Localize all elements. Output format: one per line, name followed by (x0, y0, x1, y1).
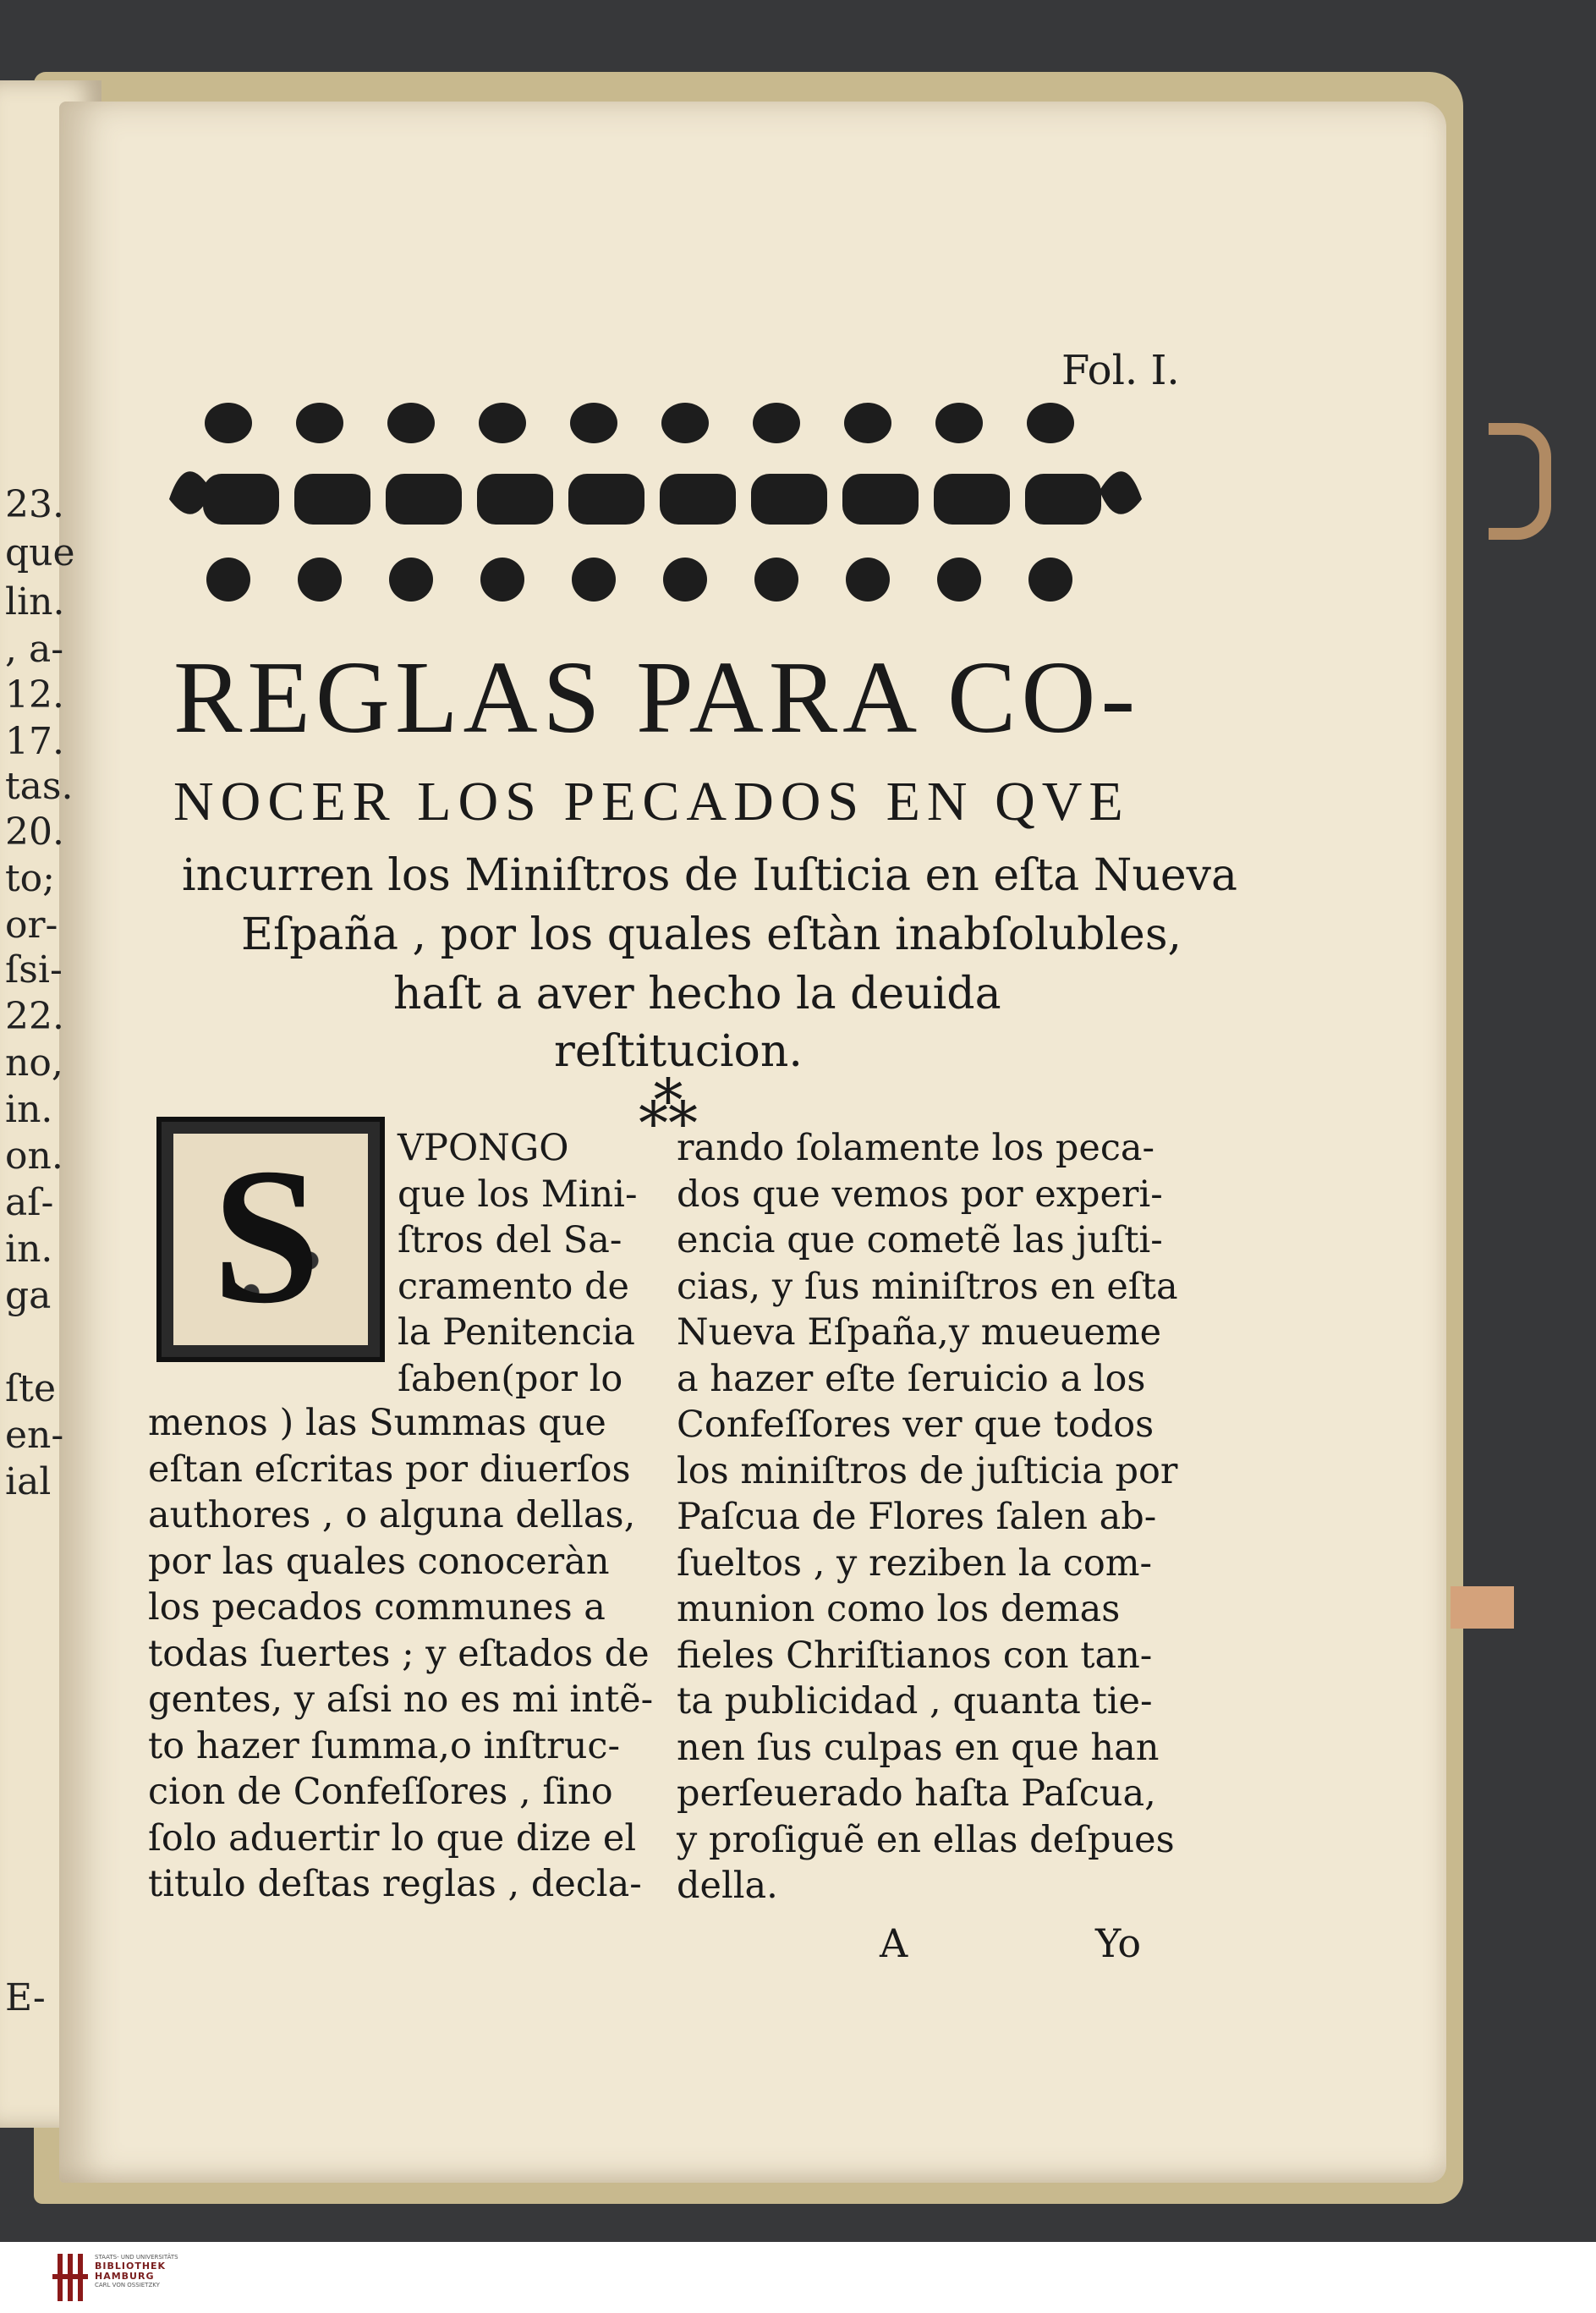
title-line-2: NOCER LOS PECADOS EN QVE (173, 771, 1130, 832)
column-a-bottom (148, 1400, 653, 1908)
text-line: eſtan eſcritas por diuerſos (148, 1448, 631, 1491)
catchword: Yo (1095, 1920, 1142, 1966)
text-line: ſueltos , y reziben la com- (677, 1541, 1153, 1585)
logo-line-1: BIBLIOTHEK (95, 2261, 167, 2272)
ornament-palmette (479, 403, 526, 443)
margin-fragment: 17. (5, 720, 64, 763)
text-line: menos ) las Summas que (148, 1402, 606, 1444)
column-b (677, 1125, 1178, 1909)
text-line: Paſcua de Flores ſalen ab- (677, 1496, 1157, 1538)
ornament-palmette (1028, 558, 1072, 602)
text-line: fieles Chriſtianos con tan- (677, 1634, 1153, 1677)
text-line: VPONGO (398, 1127, 569, 1169)
text-line: ſaben(por lo (398, 1357, 623, 1400)
signature-mark: A (880, 1920, 908, 1966)
ornament-scroll (203, 474, 279, 525)
text-line: que los Mini- (398, 1173, 638, 1216)
ornament-scroll (294, 474, 370, 525)
text-line: to hazer ſumma,o inſtruc- (148, 1724, 621, 1767)
margin-fragment: no, (5, 1041, 63, 1085)
ornament-scroll (842, 474, 919, 525)
text-line: los pecados communes a (148, 1586, 606, 1629)
decorated-initial (156, 1117, 385, 1362)
asterism-ornament: ⁂ (639, 1070, 698, 1140)
initial-letter: S (212, 1128, 321, 1343)
ornament-palmette (753, 403, 800, 443)
logo-small-text-2: CARL VON OSSIETZKY (95, 2282, 160, 2288)
margin-fragment: lin. (5, 580, 65, 624)
text-line: dos que vemos por experi- (677, 1173, 1163, 1216)
ornament-scroll (477, 474, 553, 525)
title-line-5: haſt a aver hecho la deuida (393, 969, 1001, 1019)
text-line: titulo deſtas reglas , decla- (148, 1863, 642, 1905)
text-line: rando ſolamente los peca- (677, 1127, 1155, 1169)
ornament-palmette (1027, 403, 1074, 443)
text-line: munion como los demas (677, 1588, 1121, 1630)
margin-fragment: on. (5, 1135, 63, 1178)
ornament-palmette (570, 403, 617, 443)
text-line: della. (677, 1865, 778, 1907)
text-line: Nueva Eſpaña,y mueueme (677, 1311, 1162, 1354)
text-line: encia que cometẽ las juſti- (677, 1219, 1163, 1261)
column-a-top (398, 1125, 637, 1402)
leather-tab-top (1489, 423, 1551, 540)
margin-fragment: ga (5, 1274, 52, 1317)
ornament-scroll (660, 474, 736, 525)
library-logo-icon (49, 2250, 91, 2305)
margin-fragment: en- (5, 1414, 64, 1457)
margin-fragment: , a- (5, 628, 64, 671)
margin-fragment: 22. (5, 995, 64, 1038)
headpiece-ornament (169, 385, 1142, 622)
logo-small-text: STAATS- UND UNIVERSITÄTS (95, 2254, 178, 2261)
text-line: ſolo aduertir lo que dize el (148, 1816, 637, 1860)
ornament-palmette (298, 558, 342, 602)
ornament-palmette (572, 558, 616, 602)
ornament-scroll (1025, 474, 1101, 525)
margin-fragment: ſte (5, 1367, 57, 1410)
margin-fragment: in. (5, 1228, 53, 1271)
text-line: la Penitencia (398, 1311, 635, 1354)
text-line: los miniſtros de juſticia por (677, 1449, 1178, 1492)
text-line: por las quales conoceràn (148, 1540, 610, 1583)
ornament-palmette (846, 558, 890, 602)
text-line: authores , o alguna dellas, (148, 1494, 636, 1536)
ornament-palmette (387, 403, 435, 443)
text-line: cramento de (398, 1265, 629, 1308)
title-line-1: REGLAS PARA CO- (173, 640, 1141, 755)
title-line-4: Eſpaña , por los quales eſtàn inabſolubles, (241, 909, 1182, 960)
text-line: cias, y ſus miniſtros en eſta (677, 1265, 1178, 1308)
ornament-palmette (937, 558, 981, 602)
ornament-palmette (663, 558, 707, 602)
ornament-scroll (751, 474, 827, 525)
margin-fragment: or- (5, 904, 58, 947)
text-line: gentes, y aſsi no es mi intẽ- (148, 1678, 654, 1721)
ornament-scroll (934, 474, 1010, 525)
margin-fragment: 12. (5, 673, 64, 717)
text-line: Confeſſores ver que todos (677, 1404, 1154, 1446)
footer-bar (0, 2242, 1596, 2313)
text-line: ta publicidad , quanta tie- (677, 1680, 1153, 1722)
folio-number: Fol. I. (1061, 347, 1180, 394)
text-line: a hazer eſte ſeruicio a los (677, 1357, 1146, 1400)
margin-fragment: 20. (5, 810, 64, 854)
margin-fragment: in. (5, 1088, 53, 1131)
ornament-scroll (386, 474, 462, 525)
margin-fragment: to; (5, 857, 55, 900)
margin-fragment: ial (5, 1460, 52, 1503)
text-line: todas ſuertes ; y eſtados de (148, 1632, 650, 1675)
ornament-palmette (661, 403, 709, 443)
leather-tab-bottom (1451, 1586, 1514, 1629)
text-line: cion de Confeſſores , ſino (148, 1771, 613, 1813)
logo-line-2: HAMBURG (95, 2271, 155, 2282)
ornament-scroll (568, 474, 644, 525)
text-line: ſtros del Sa- (398, 1219, 622, 1261)
text-line: perſeuerado haſta Paſcua, (677, 1772, 1156, 1815)
margin-fragment: tas. (5, 765, 74, 808)
library-logo-text (95, 2254, 196, 2289)
ornament-palmette (480, 558, 524, 602)
ornament-palmette (206, 558, 250, 602)
margin-fragment: E- (5, 1976, 46, 2019)
ornament-palmette (389, 558, 433, 602)
ornament-palmette (205, 403, 252, 443)
margin-fragment: ſsi- (5, 948, 63, 992)
margin-fragment: aſ- (5, 1181, 54, 1224)
ornament-palmette (754, 558, 798, 602)
title-line-3: incurren los Miniſtros de Iuſticia en eſta Nueva (182, 850, 1237, 901)
ornament-palmette (935, 403, 983, 443)
text-line: nen ſus culpas en que han (677, 1726, 1160, 1769)
ornament-palmette (296, 403, 343, 443)
title-line-6: reſtitucion. (554, 1026, 803, 1077)
margin-fragment: que (5, 531, 75, 574)
margin-fragment: 23. (5, 483, 64, 526)
ornament-palmette (844, 403, 891, 443)
ornament-end-right (1100, 471, 1142, 514)
text-line: y proſiguẽ en ellas deſpues (677, 1818, 1175, 1861)
